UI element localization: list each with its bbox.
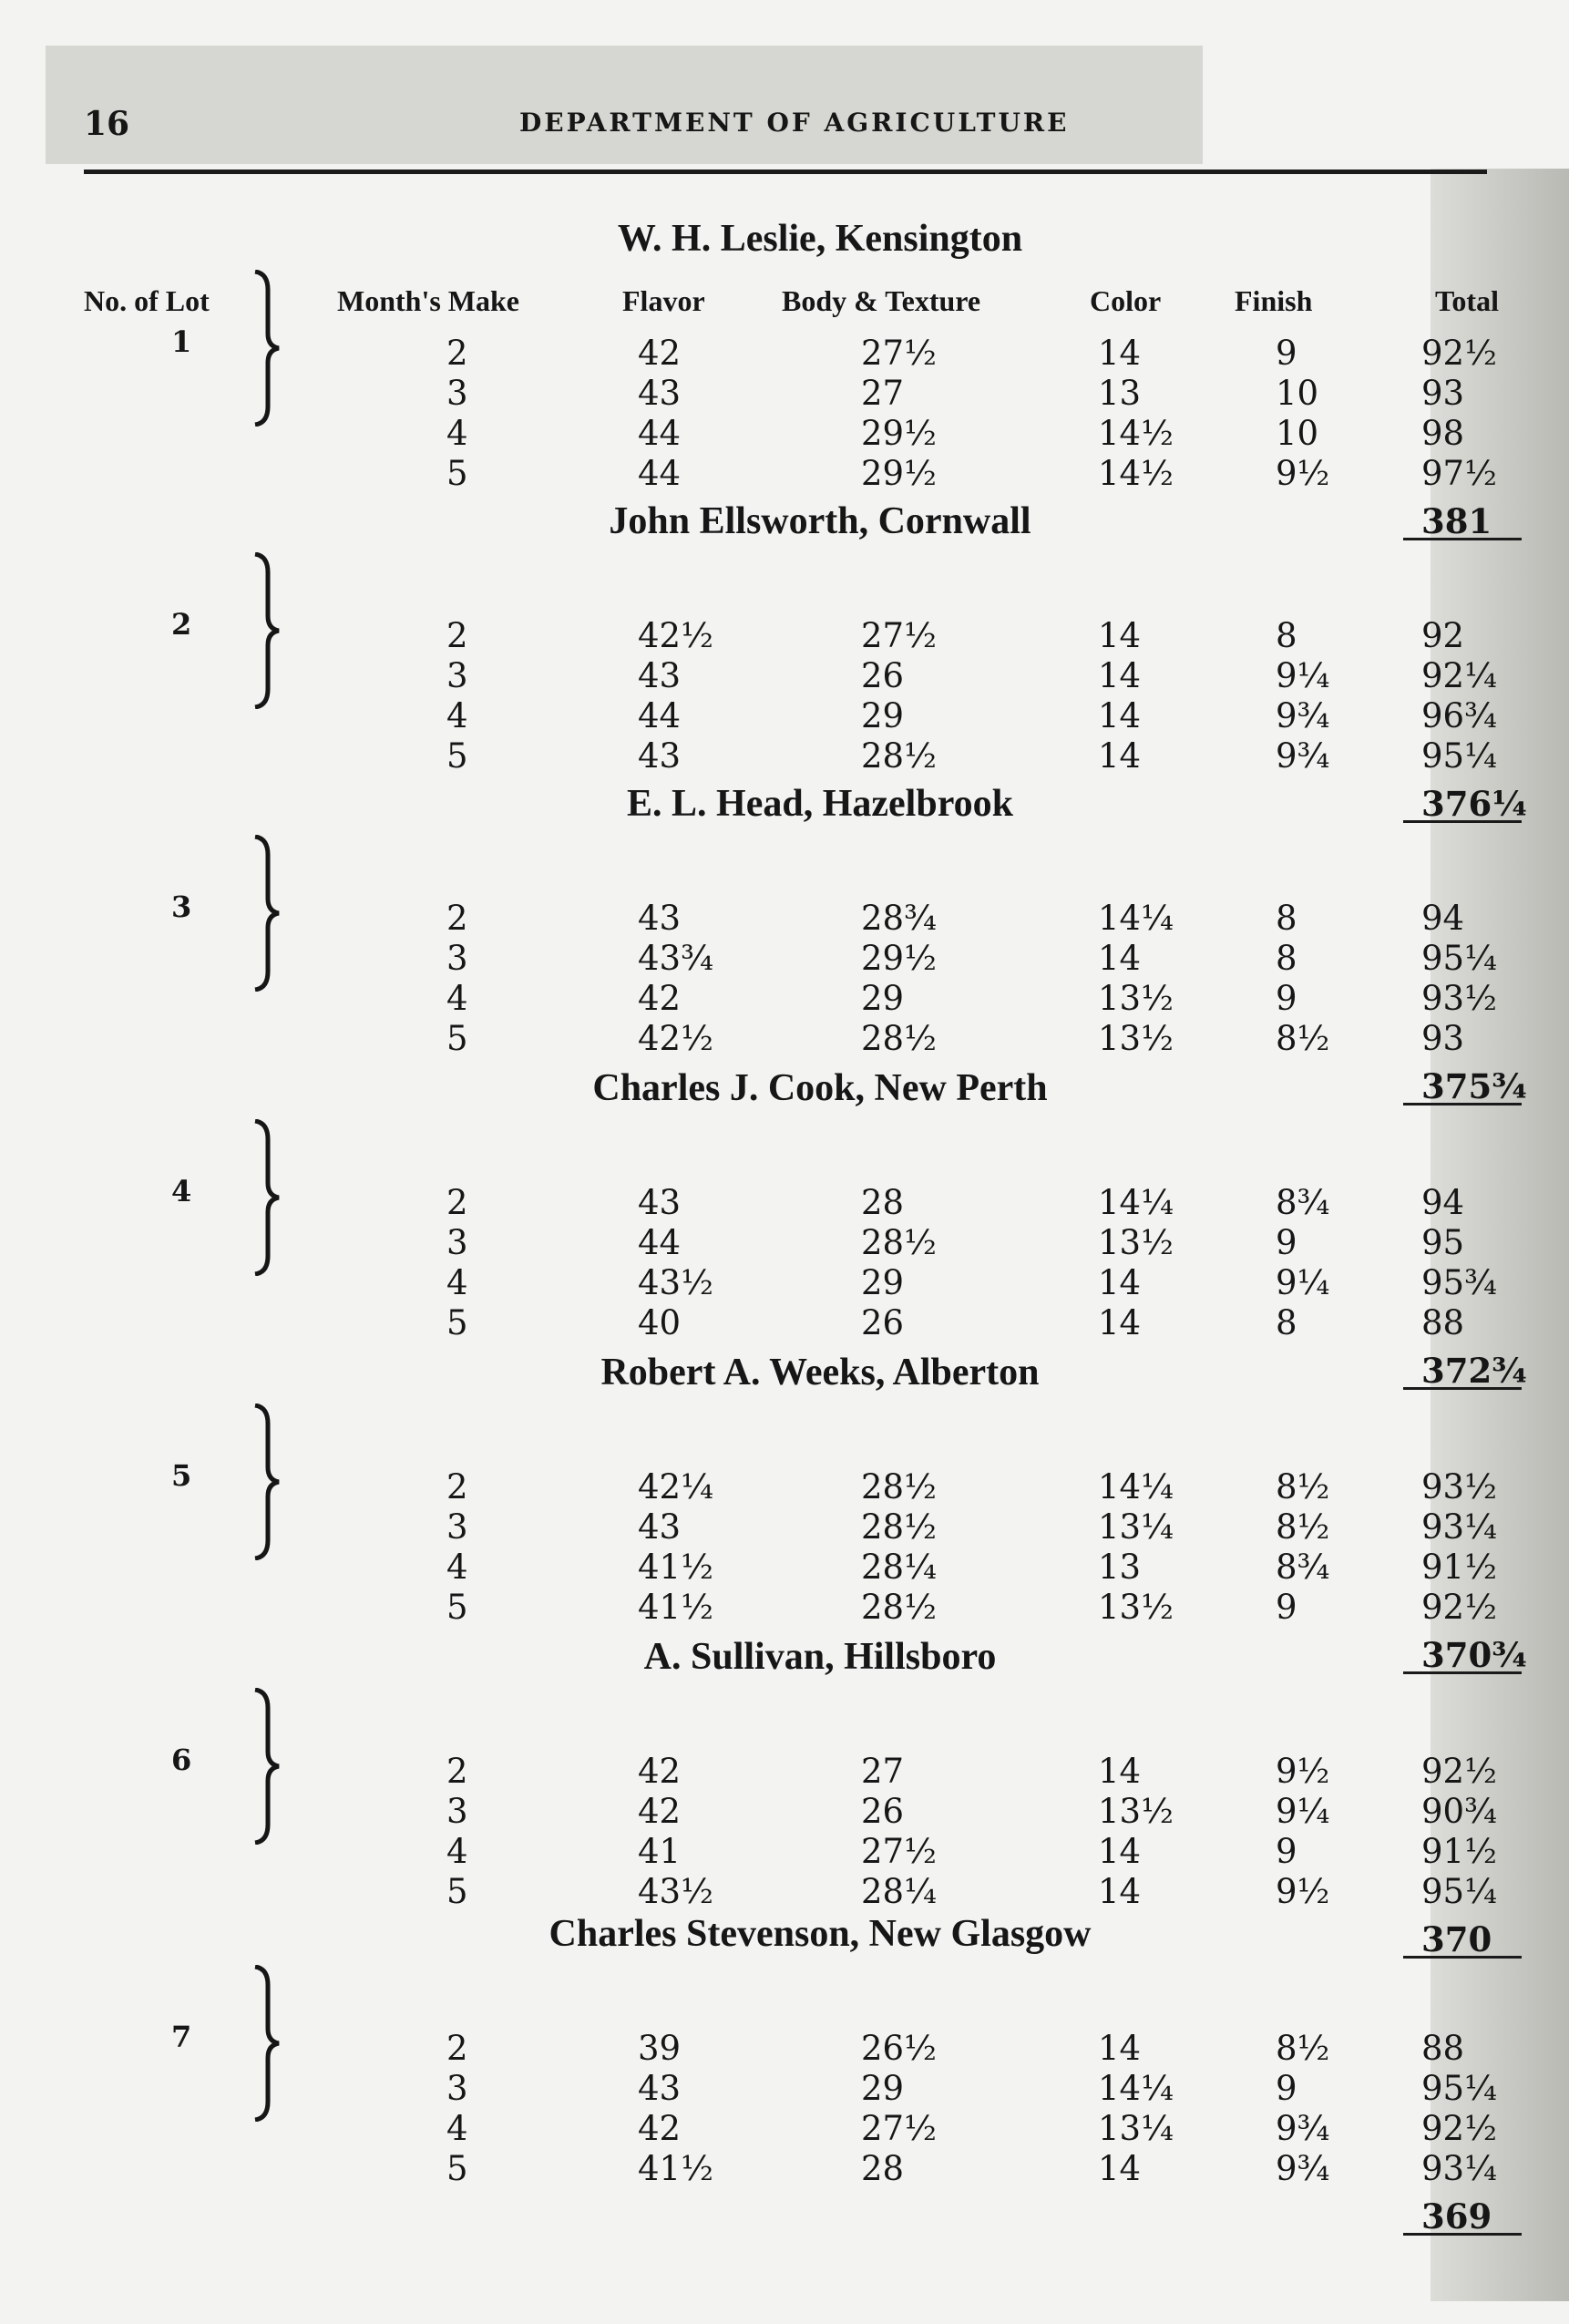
- cell-body-texture: 26: [861, 1792, 905, 1831]
- table-row: [0, 899, 1569, 939]
- cell-flavor: 43¾: [638, 939, 713, 978]
- table-row: [0, 2029, 1569, 2069]
- cell-flavor: 43½: [638, 1263, 713, 1302]
- cell-flavor: 43: [638, 656, 682, 695]
- cell-total: 95¼: [1421, 1872, 1497, 1911]
- cell-total: 92: [1421, 616, 1465, 655]
- table-row: [0, 1507, 1569, 1548]
- table-row: [0, 736, 1569, 776]
- column-header-finish: Finish: [1235, 284, 1313, 317]
- cell-total: 92½: [1421, 334, 1497, 373]
- cell-total: 95: [1421, 1223, 1465, 1262]
- cell-month: 4: [446, 414, 468, 453]
- cell-color: 14: [1098, 1752, 1142, 1791]
- cell-month: 2: [446, 1752, 468, 1791]
- header-rule: [84, 170, 1487, 174]
- section-sum: 375¾: [1421, 1066, 1527, 1106]
- cell-color: 13½: [1098, 1588, 1174, 1627]
- cell-month: 4: [446, 1263, 468, 1302]
- cell-finish: 9¾: [1276, 696, 1330, 735]
- cell-color: 14: [1098, 1263, 1142, 1302]
- cell-color: 14: [1098, 1832, 1142, 1871]
- cell-flavor: 41½: [638, 2149, 713, 2188]
- producer-name: A. Sullivan, Hillsboro: [643, 1636, 997, 1678]
- cell-total: 95¼: [1421, 736, 1497, 776]
- cell-month: 2: [446, 1467, 468, 1506]
- cell-finish: 9: [1276, 334, 1297, 373]
- cell-color: 14: [1098, 616, 1142, 655]
- column-header-body-texture: Body & Texture: [782, 284, 981, 317]
- column-header-total: Total: [1435, 284, 1499, 317]
- cell-body-texture: 27½: [861, 616, 937, 655]
- cell-flavor: 42: [638, 2109, 682, 2148]
- cell-body-texture: 29: [861, 696, 905, 735]
- cell-total: 94: [1421, 1183, 1465, 1222]
- cell-body-texture: 28½: [861, 1507, 937, 1547]
- cell-finish: 8: [1276, 1303, 1297, 1342]
- cell-color: 13: [1098, 1548, 1142, 1587]
- cell-color: 13¼: [1098, 2109, 1174, 2148]
- producer-name: Robert A. Weeks, Alberton: [600, 1352, 1040, 1393]
- lot-number: 1: [171, 324, 192, 359]
- cell-body-texture: 26½: [861, 2029, 937, 2068]
- cell-color: 14: [1098, 939, 1142, 978]
- cell-body-texture: 28½: [861, 1223, 937, 1262]
- table-row: [0, 1303, 1569, 1343]
- cell-flavor: 41½: [638, 1548, 713, 1587]
- cell-finish: 8½: [1276, 1467, 1330, 1506]
- cell-finish: 8: [1276, 616, 1297, 655]
- cell-color: 14: [1098, 2029, 1142, 2068]
- cell-color: 13½: [1098, 1019, 1174, 1058]
- cell-flavor: 39: [638, 2029, 682, 2068]
- cell-finish: 9: [1276, 2069, 1297, 2108]
- cell-color: 13½: [1098, 979, 1174, 1018]
- cell-body-texture: 28½: [861, 1467, 937, 1506]
- cell-total: 93¼: [1421, 2149, 1497, 2188]
- cell-color: 13½: [1098, 1792, 1174, 1831]
- cell-total: 92¼: [1421, 656, 1497, 695]
- column-header-color: Color: [1090, 284, 1162, 317]
- section-sum: 381: [1421, 501, 1492, 541]
- cell-color: 14¼: [1098, 1467, 1174, 1506]
- cell-total: 90¾: [1421, 1792, 1497, 1831]
- cell-color: 14¼: [1098, 899, 1174, 938]
- cell-finish: 8¾: [1276, 1183, 1330, 1222]
- lot-number: 2: [171, 607, 192, 642]
- cell-month: 2: [446, 1183, 468, 1222]
- cell-flavor: 42½: [638, 1019, 713, 1058]
- cell-finish: 9: [1276, 1832, 1297, 1871]
- cell-finish: 9¼: [1276, 1263, 1330, 1302]
- cell-body-texture: 29½: [861, 939, 937, 978]
- cell-body-texture: 27½: [861, 2109, 937, 2148]
- table-row: [0, 374, 1569, 414]
- cell-flavor: 42: [638, 1792, 682, 1831]
- cell-color: 14: [1098, 1872, 1142, 1911]
- cell-finish: 9¼: [1276, 1792, 1330, 1831]
- cell-flavor: 42½: [638, 616, 713, 655]
- producer-name: E. L. Head, Hazelbrook: [627, 783, 1013, 825]
- cell-body-texture: 29: [861, 2069, 905, 2108]
- lot-number: 5: [171, 1458, 192, 1493]
- cell-body-texture: 27: [861, 1752, 905, 1791]
- cell-total: 93¼: [1421, 1507, 1497, 1547]
- cell-body-texture: 28½: [861, 1019, 937, 1058]
- table-row: [0, 2069, 1569, 2109]
- cell-total: 91½: [1421, 1832, 1497, 1871]
- table-row: [0, 1872, 1569, 1912]
- cell-finish: 9: [1276, 1223, 1297, 1262]
- cell-month: 2: [446, 2029, 468, 2068]
- cell-color: 14: [1098, 334, 1142, 373]
- table-row: [0, 696, 1569, 736]
- cell-body-texture: 26: [861, 1303, 905, 1342]
- section-sum: 376¼: [1421, 784, 1527, 824]
- cell-finish: 10: [1276, 414, 1319, 453]
- cell-finish: 9½: [1276, 1872, 1330, 1911]
- cell-total: 92½: [1421, 2109, 1497, 2148]
- producer-name: John Ellsworth, Cornwall: [609, 500, 1031, 542]
- cell-body-texture: 26: [861, 656, 905, 695]
- cell-month: 2: [446, 616, 468, 655]
- producer-name: W. H. Leslie, Kensington: [617, 218, 1023, 260]
- lot-number: 7: [171, 2020, 192, 2054]
- cell-color: 14½: [1098, 414, 1174, 453]
- cell-month: 4: [446, 2109, 468, 2148]
- table-row: [0, 1183, 1569, 1223]
- cell-body-texture: 29: [861, 979, 905, 1018]
- table-row: [0, 454, 1569, 494]
- cell-color: 14: [1098, 2149, 1142, 2188]
- cell-body-texture: 27: [861, 374, 905, 413]
- lot-number: 3: [171, 889, 192, 924]
- cell-month: 3: [446, 2069, 468, 2108]
- cell-month: 3: [446, 939, 468, 978]
- cell-finish: 9: [1276, 979, 1297, 1018]
- cell-finish: 9¾: [1276, 736, 1330, 776]
- column-header-month: Month's Make: [337, 284, 519, 317]
- cell-flavor: 41½: [638, 1588, 713, 1627]
- cell-finish: 9¼: [1276, 656, 1330, 695]
- cell-month: 5: [446, 454, 468, 493]
- cell-month: 4: [446, 979, 468, 1018]
- table-row: [0, 1752, 1569, 1792]
- table-row: [0, 1223, 1569, 1263]
- cell-month: 3: [446, 1507, 468, 1547]
- cell-color: 14½: [1098, 454, 1174, 493]
- cell-body-texture: 28¾: [861, 899, 937, 938]
- cell-month: 2: [446, 899, 468, 938]
- cell-total: 93½: [1421, 979, 1497, 1018]
- table-row: [0, 1832, 1569, 1872]
- cell-color: 14: [1098, 696, 1142, 735]
- page-number: 16: [84, 105, 130, 143]
- cell-finish: 8½: [1276, 1019, 1330, 1058]
- column-header-flavor: Flavor: [622, 284, 705, 317]
- cell-flavor: 43: [638, 2069, 682, 2108]
- cell-month: 3: [446, 1223, 468, 1262]
- table-row: [0, 979, 1569, 1019]
- cell-flavor: 44: [638, 454, 682, 493]
- cell-month: 2: [446, 334, 468, 373]
- cell-body-texture: 29: [861, 1263, 905, 1302]
- cell-color: 14¼: [1098, 2069, 1174, 2108]
- table-row: [0, 1548, 1569, 1588]
- cell-finish: 9: [1276, 1588, 1297, 1627]
- section-sum: 370¾: [1421, 1635, 1527, 1675]
- cell-flavor: 43: [638, 374, 682, 413]
- cell-total: 95¼: [1421, 939, 1497, 978]
- cell-finish: 9½: [1276, 454, 1330, 493]
- section-sum: 369: [1421, 2196, 1492, 2237]
- cell-total: 93: [1421, 1019, 1465, 1058]
- cell-color: 13½: [1098, 1223, 1174, 1262]
- cell-color: 14: [1098, 656, 1142, 695]
- table-row: [0, 334, 1569, 374]
- table-row: [0, 656, 1569, 696]
- cell-color: 13: [1098, 374, 1142, 413]
- cell-flavor: 43½: [638, 1872, 713, 1911]
- cell-total: 92½: [1421, 1752, 1497, 1791]
- table-row: [0, 2149, 1569, 2189]
- cell-flavor: 44: [638, 1223, 682, 1262]
- cell-body-texture: 28½: [861, 736, 937, 776]
- cell-month: 5: [446, 1303, 468, 1342]
- cell-month: 5: [446, 1872, 468, 1911]
- cell-finish: 8½: [1276, 1507, 1330, 1547]
- cell-body-texture: 28: [861, 1183, 905, 1222]
- cell-body-texture: 28¼: [861, 1872, 937, 1911]
- cell-total: 98: [1421, 414, 1465, 453]
- table-row: [0, 616, 1569, 656]
- cell-month: 4: [446, 1548, 468, 1587]
- cell-color: 14: [1098, 1303, 1142, 1342]
- cell-body-texture: 27½: [861, 334, 937, 373]
- lot-number: 4: [171, 1174, 192, 1208]
- cell-color: 13¼: [1098, 1507, 1174, 1547]
- cell-body-texture: 28¼: [861, 1548, 937, 1587]
- cell-body-texture: 28: [861, 2149, 905, 2188]
- cell-total: 95¾: [1421, 1263, 1497, 1302]
- producer-name: Charles Stevenson, New Glasgow: [549, 1913, 1092, 1955]
- cell-month: 5: [446, 1019, 468, 1058]
- section-sum: 372¾: [1421, 1351, 1527, 1391]
- cell-total: 93: [1421, 374, 1465, 413]
- cell-body-texture: 27½: [861, 1832, 937, 1871]
- cell-month: 5: [446, 1588, 468, 1627]
- cell-total: 94: [1421, 899, 1465, 938]
- cell-finish: 8: [1276, 899, 1297, 938]
- table-row: [0, 2109, 1569, 2149]
- cell-flavor: 43: [638, 1507, 682, 1547]
- lot-number: 6: [171, 1743, 192, 1777]
- cell-finish: 8½: [1276, 2029, 1330, 2068]
- cell-finish: 8: [1276, 939, 1297, 978]
- table-row: [0, 1263, 1569, 1303]
- cell-flavor: 44: [638, 696, 682, 735]
- cell-total: 95¼: [1421, 2069, 1497, 2108]
- cell-flavor: 42: [638, 334, 682, 373]
- table-row: [0, 939, 1569, 979]
- cell-month: 4: [446, 696, 468, 735]
- cell-flavor: 43: [638, 1183, 682, 1222]
- cell-total: 88: [1421, 1303, 1465, 1342]
- cell-total: 93½: [1421, 1467, 1497, 1506]
- section-sum: 370: [1421, 1919, 1492, 1959]
- table-row: [0, 1467, 1569, 1507]
- cell-body-texture: 29½: [861, 454, 937, 493]
- cell-flavor: 43: [638, 899, 682, 938]
- cell-finish: 9¾: [1276, 2109, 1330, 2148]
- cell-total: 91½: [1421, 1548, 1497, 1587]
- cell-flavor: 41: [638, 1832, 682, 1871]
- producer-section: [0, 1912, 1569, 2237]
- cell-color: 14: [1098, 736, 1142, 776]
- cell-finish: 8¾: [1276, 1548, 1330, 1587]
- cell-body-texture: 28½: [861, 1588, 937, 1627]
- cell-month: 5: [446, 736, 468, 776]
- cell-total: 92½: [1421, 1588, 1497, 1627]
- cell-flavor: 44: [638, 414, 682, 453]
- table-row: [0, 1019, 1569, 1059]
- table-row: [0, 414, 1569, 454]
- cell-body-texture: 29½: [861, 414, 937, 453]
- cell-month: 3: [446, 1792, 468, 1831]
- cell-month: 3: [446, 656, 468, 695]
- cell-month: 4: [446, 1832, 468, 1871]
- cell-flavor: 42: [638, 1752, 682, 1791]
- cell-month: 3: [446, 374, 468, 413]
- table-row: [0, 1792, 1569, 1832]
- table-row: [0, 1588, 1569, 1628]
- cell-finish: 9¾: [1276, 2149, 1330, 2188]
- cell-flavor: 42: [638, 979, 682, 1018]
- column-header-lot: No. of Lot: [84, 284, 210, 317]
- scan-shading-top: [46, 46, 1203, 164]
- cell-color: 14¼: [1098, 1183, 1174, 1222]
- cell-flavor: 42¼: [638, 1467, 713, 1506]
- cell-total: 97½: [1421, 454, 1497, 493]
- running-head: DEPARTMENT OF AGRICULTURE: [519, 108, 1070, 138]
- cell-month: 5: [446, 2149, 468, 2188]
- producer-name: Charles J. Cook, New Perth: [592, 1067, 1048, 1109]
- cell-finish: 9½: [1276, 1752, 1330, 1791]
- cell-total: 96¾: [1421, 696, 1497, 735]
- cell-flavor: 40: [638, 1303, 682, 1342]
- cell-finish: 10: [1276, 374, 1319, 413]
- cell-flavor: 43: [638, 736, 682, 776]
- cell-total: 88: [1421, 2029, 1465, 2068]
